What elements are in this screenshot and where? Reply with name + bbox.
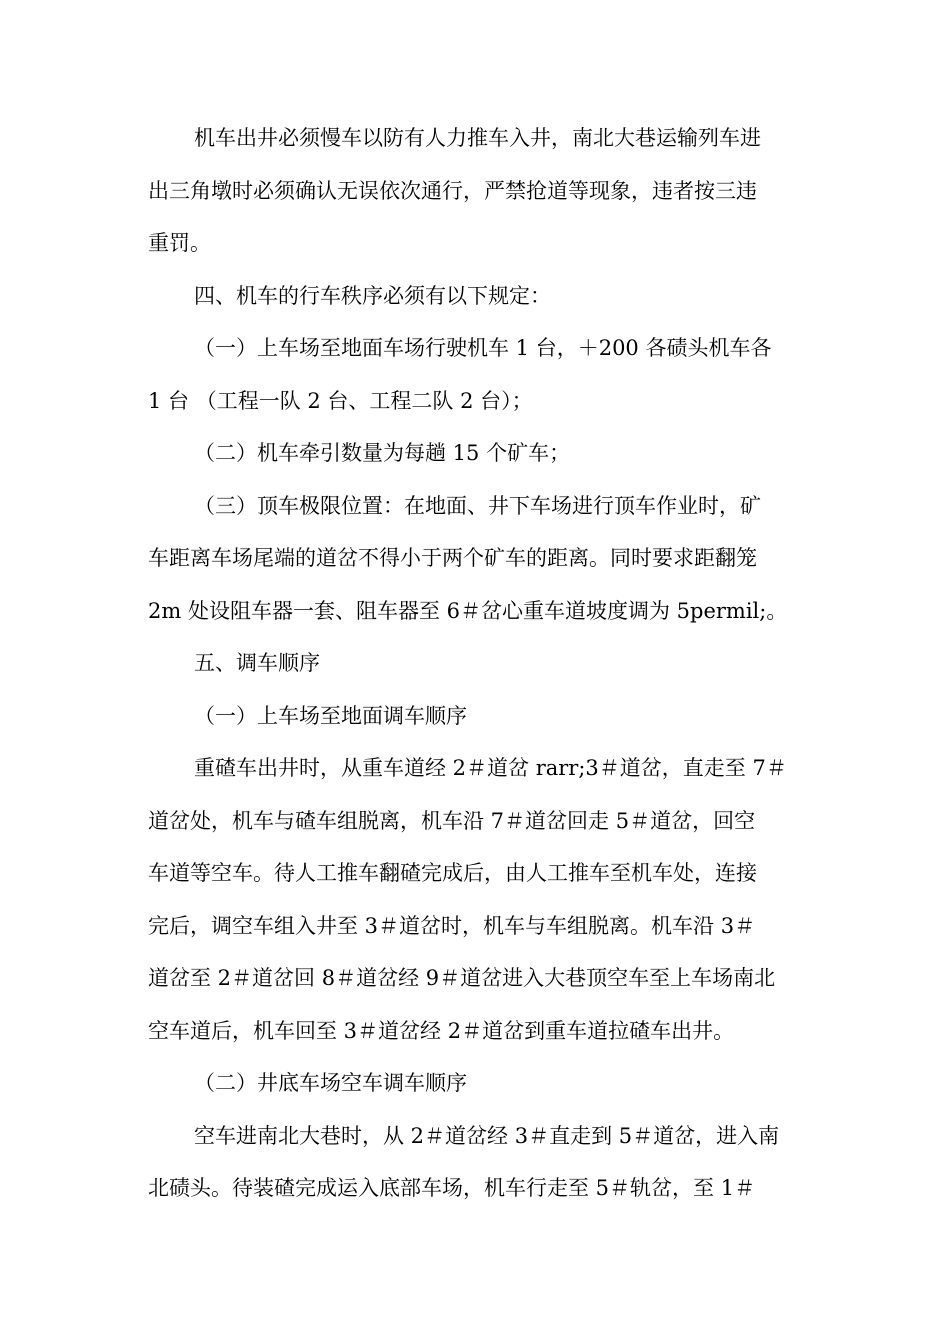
heading-line: 四、机车的行车秩序必须有以下规定： (194, 283, 551, 308)
text-line: 北碛头。待装碴完成运入底部车场，机车行走至 5＃轨岔，至 1＃ (148, 1176, 756, 1200)
text-line: 车道等空车。待人工推车翻碴完成后，由人工推车至机车处，连接 (148, 861, 757, 885)
text-line: 出三角墩时必须确认无误依次通行，严禁抢道等现象，违者按三违 (148, 178, 757, 203)
text-line: 道岔处，机车与碴车组脱离，机车沿 7＃道岔回走 5＃道岔，回空 (148, 808, 756, 833)
paragraph-rule-two (148, 427, 803, 480)
text-line: 机车出井必须慢车以防有人力推车入井，南北大巷运输列车进 (194, 126, 761, 150)
text-line: （三）顶车极限位置：在地面、井下车场进行顶车作业时，矿 (194, 493, 761, 518)
heading-line: （一）上车场至地面调车顺序 (194, 703, 467, 728)
section-heading-four (148, 270, 803, 323)
subheading-shaft-bottom-shunting (148, 1057, 803, 1110)
text-line: （一）上车场至地面车场行驶机车 1 台，＋200 各碛头机车各 (194, 336, 772, 360)
paragraph-rule-one (148, 322, 803, 427)
text-line: 2m 处设阻车器一套、阻车器至 6＃岔心重车道坡度调为 5permil;。 (148, 598, 788, 623)
text-line: 空车进南北大巷时，从 2＃道岔经 3＃直走到 5＃道岔，进入南 (194, 1123, 780, 1148)
paragraph-rule-three (148, 480, 803, 638)
paragraph-shaft-bottom-shunting (148, 1110, 803, 1215)
paragraph-surface-shunting (148, 742, 803, 1057)
text-line: 车距离车场尾端的道岔不得小于两个矿车的距离。同时要求距翻笼 (148, 546, 757, 570)
text-line: 重碴车出井时，从重车道经 2＃道岔 rarr;3＃道岔，直走至 7＃ (194, 756, 787, 780)
section-heading-five (148, 637, 803, 690)
text-line: 道岔至 2＃道岔回 8＃道岔经 9＃道岔进入大巷顶空车至上车场南北 (148, 966, 776, 990)
text-line: 空车道后，机车回至 3＃道岔经 2＃道岔到重车道拉碴车出井。 (148, 1018, 735, 1043)
text-line: 重罚。 (148, 231, 211, 255)
text-line: 完后，调空车组入井至 3＃道岔时，机车与车组脱离。机车沿 3＃ (148, 913, 756, 938)
paragraph-locomotive-exit (148, 112, 803, 270)
text-line: 1 台 （工程一队 2 台、工程二队 2 台）； (148, 388, 533, 413)
heading-line: （二）井底车场空车调车顺序 (194, 1071, 467, 1095)
heading-line: 五、调车顺序 (194, 651, 320, 675)
text-line: （二）机车牵引数量为每趟 15 个矿车； (194, 441, 571, 465)
document-body (148, 112, 803, 1215)
subheading-surface-shunting (148, 690, 803, 743)
